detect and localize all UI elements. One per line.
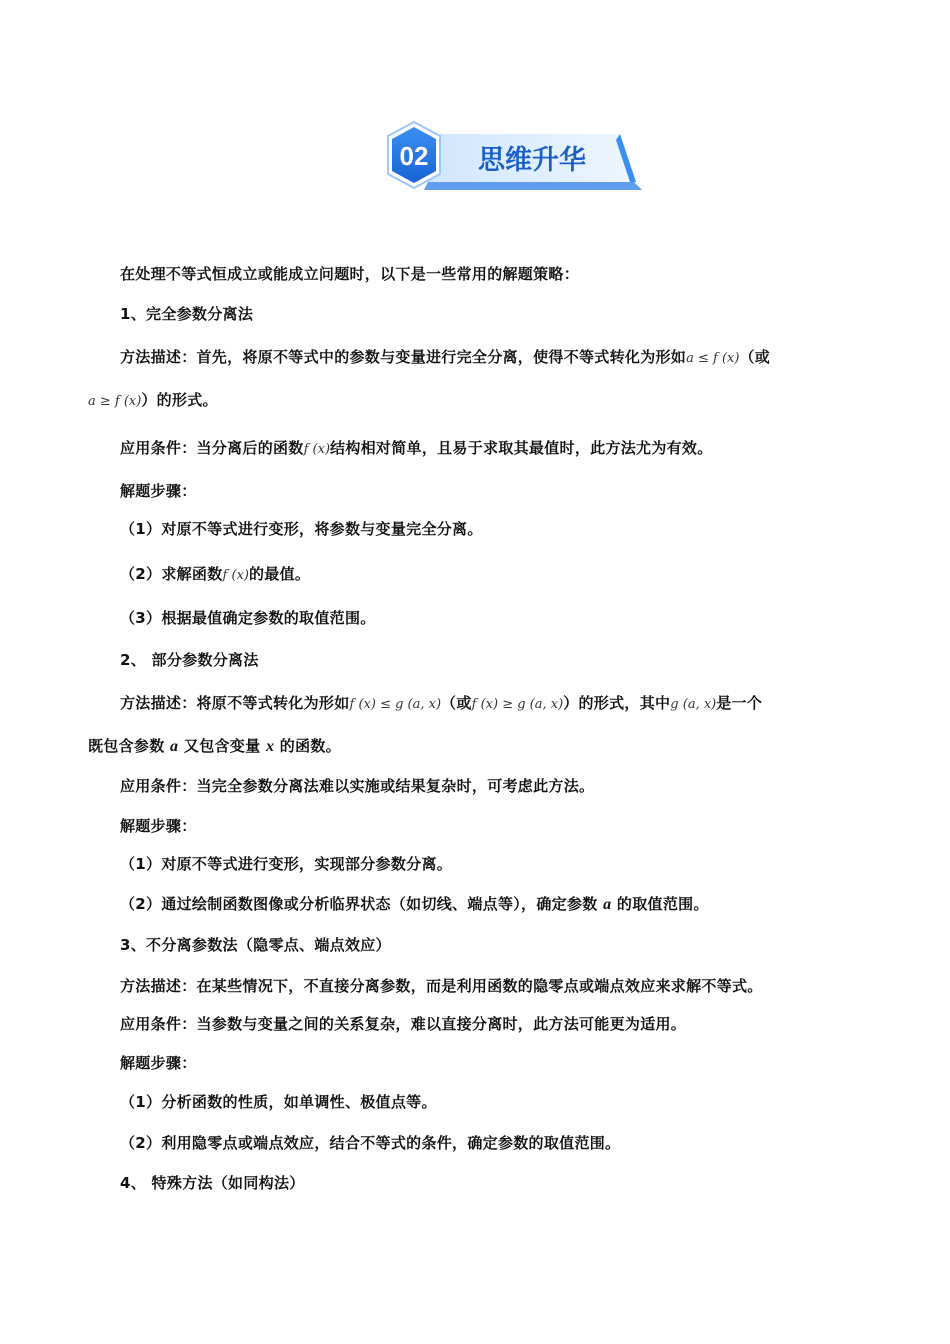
section1-step2: （2）求解函数f (x)的最值。 xyxy=(120,565,311,583)
var-a: a xyxy=(170,738,179,755)
section1-description-cont: a ≥ f (x)）的形式。 xyxy=(88,391,218,409)
section1-heading: 1、完全参数分离法 xyxy=(120,305,254,323)
section2-steps-label: 解题步骤： xyxy=(120,817,197,835)
math-a-ge-fx: a ≥ f (x) xyxy=(88,394,142,409)
section1-step3: （3）根据最值确定参数的取值范围。 xyxy=(120,609,376,627)
section4-heading: 4、 特殊方法（如同构法） xyxy=(120,1174,305,1192)
section-banner xyxy=(384,120,646,196)
section2-description-cont: 既包含参数 a 又包含变量 x 的函数。 xyxy=(88,737,341,755)
math-fx: f (x) xyxy=(303,442,331,457)
section3-condition: 应用条件：当参数与变量之间的关系复杂，难以直接分离时，此方法可能更为适用。 xyxy=(120,1015,687,1033)
math-fx: f (x) xyxy=(222,568,249,583)
section3-step1: （1）分析函数的性质，如单调性、极值点等。 xyxy=(120,1093,437,1111)
section3-description: 方法描述：在某些情况下，不直接分离参数，而是利用函数的隐零点或端点效应来求解不等式。 xyxy=(120,977,763,995)
section1-condition: 应用条件：当分离后的函数f (x)结构相对简单，且易于求取其最值时，此方法尤为有效。 xyxy=(120,439,713,457)
section1-description: 方法描述：首先，将原不等式中的参数与变量进行完全分离，使得不等式转化为形如a ≤ f (x)（或 xyxy=(120,348,771,366)
section1-steps-label: 解题步骤： xyxy=(120,482,197,500)
math-a-le-fx: a ≤ f (x) xyxy=(686,351,740,366)
banner-number: 02 xyxy=(399,141,429,171)
section3-steps-label: 解题步骤： xyxy=(120,1054,197,1072)
section1-step1: （1）对原不等式进行变形，将参数与变量完全分离。 xyxy=(120,520,483,538)
math-gax: g (a, x) xyxy=(670,697,717,712)
math-fx-ge-gax: f (x) ≥ g (a, x) xyxy=(471,697,564,712)
section3-step2: （2）利用隐零点或端点效应，结合不等式的条件，确定参数的取值范围。 xyxy=(120,1134,621,1152)
var-a: a xyxy=(603,896,612,913)
banner-title: 思维升华 xyxy=(478,145,586,176)
var-x: x xyxy=(265,738,275,755)
section2-heading: 2、 部分参数分离法 xyxy=(120,651,259,669)
section2-step2: （2）通过绘制函数图像或分析临界状态（如切线、端点等），确定参数 a 的取值范围。 xyxy=(120,895,709,913)
section2-condition: 应用条件：当完全参数分离法难以实施或结果复杂时，可考虑此方法。 xyxy=(120,777,595,795)
intro-text: 在处理不等式恒成立或能成立问题时，以下是一些常用的解题策略： xyxy=(120,265,580,283)
section2-step1: （1）对原不等式进行变形，实现部分参数分离。 xyxy=(120,855,453,873)
section2-description: 方法描述：将原不等式转化为形如f (x) ≤ g (a, x)（或f (x) ≥ g (a, x)）的形式，其中g (a, x)是一个 xyxy=(120,694,763,712)
math-fx-le-gax: f (x) ≤ g (a, x) xyxy=(349,697,442,712)
section3-heading: 3、不分离参数法（隐零点、端点效应） xyxy=(120,936,391,954)
